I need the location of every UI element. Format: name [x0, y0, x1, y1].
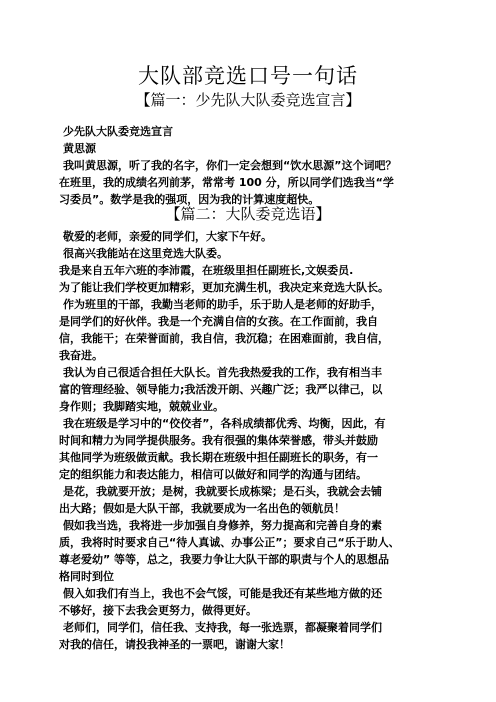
text-line: 很高兴我能站在这里竞选大队委。 — [63, 247, 228, 260]
document-title: 大队部竞选口号一句话 — [138, 64, 358, 88]
text-line: 我认为自己很适合担任大队长。首先我热爱我的工作，我有相当丰 — [63, 366, 382, 379]
text-line: 尊老爱幼” 等等，总之，我要力争让大队干部的职责与个人的思想品 — [59, 553, 390, 566]
text-line: 为了能让我们学校更加精彩，更加充满生机，我决定来竞选大队长。 — [59, 281, 389, 294]
text-line: 出大路；假如是大队干部，我就要成为一名出色的领航员！ — [59, 502, 345, 515]
text-line: 信，我能干；在荣誉面前，我自信，我沉稳；在困难面前，我自信， — [59, 332, 389, 345]
text-line: 我是来自五年六班的李沛霞，在班级里担任副班长,文娱委员. — [59, 264, 354, 277]
section-1-body — [59, 123, 447, 208]
text-line: 假如我当选，我将进一步加强自身修养，努力提高和完善自身的素 — [63, 519, 382, 532]
text-line: 黄思源 — [63, 142, 96, 155]
text-line: 富的管理经验、领导能力;我活泼开朗、兴趣广泛；我严以律己，以 — [59, 383, 383, 396]
text-line: 格同时到位 — [59, 570, 114, 583]
text-line: 敬爱的老师，亲爱的同学们，大家下午好。 — [63, 230, 272, 243]
text-line: 我叫黄思源，听了我的名字，你们一定会想到“饮水思源”这个词吧？ — [63, 159, 397, 172]
text-line: 老师们，同学们，信任我、支持我，每一张选票，都凝聚着同学们 — [63, 621, 382, 634]
section-heading-1: 【篇一：少先队大队委竞选宣言】 — [135, 91, 361, 109]
text-line: 时间和精力为同学提供服务。我有很强的集体荣誉感，带头并鼓励 — [59, 434, 378, 447]
section-heading-2: 【篇二：大队委竞选语】 — [165, 205, 331, 223]
text-line: 其他同学为班级做贡献。我长期在班级中担任副班长的职务，有一 — [59, 451, 378, 464]
text-line: 习委员”。数学是我的强项，因为我的计算速度超快。 — [59, 193, 320, 206]
text-line: 是同学们的好伙伴。我是一个充满自信的女孩。在工作面前，我自 — [59, 315, 378, 328]
text-line: 作为班里的干部，我勤当老师的助手，乐于助人是老师的好助手， — [63, 298, 382, 311]
text-line: 不够好，接下去我会更努力，做得更好。 — [59, 604, 257, 617]
section-2-body — [59, 228, 447, 653]
text-line: 质，我将时时要求自己“待人真诚、办事公正”；要求自己“乐于助人、 — [59, 536, 400, 549]
text-line: 少先队大队委竞选宣言 — [63, 125, 173, 138]
text-line: 定的组织能力和表达能力，相信可以做好和同学的沟通与团结。 — [59, 468, 367, 481]
text-line: 是花，我就要开放；是树，我就要长成栋梁；是石头，我就会去铺 — [63, 485, 382, 498]
text-line: 在班里，我的成绩名列前茅，常常考 100 分，所以同学们选我当“学 — [59, 176, 394, 189]
text-line: 对我的信任，请投我神圣的一票吧，谢谢大家！ — [59, 638, 290, 651]
text-line: 我在班级是学习中的“佼佼者”，各科成绩都优秀、均衡，因此，有 — [63, 417, 386, 430]
text-line: 假入如我们有当上，我也不会气馁，可能是我还有某些地方做的还 — [63, 587, 382, 600]
text-line: 身作则；我脚踏实地，兢兢业业。 — [59, 400, 224, 413]
text-line: 我奋进。 — [59, 349, 103, 362]
